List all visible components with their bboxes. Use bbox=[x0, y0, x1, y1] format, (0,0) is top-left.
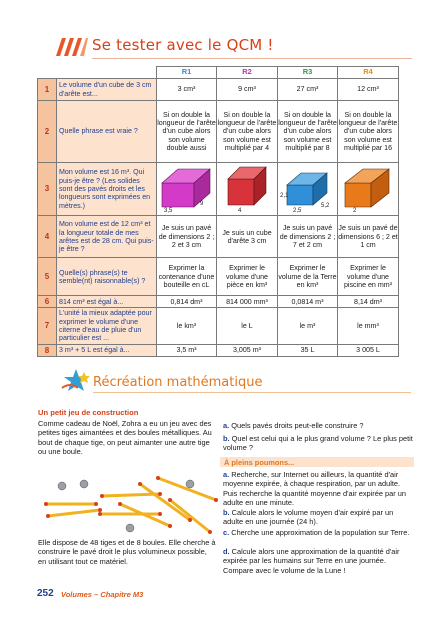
answer-cell: Je suis un pavé de dimensions 2 ; 7 et 2 cm bbox=[278, 216, 338, 258]
qcm-row-6 bbox=[38, 296, 399, 308]
answer-cell: 0,0814 m³ bbox=[278, 296, 338, 308]
construction-intro: Comme cadeau de Noël, Zohra a eu un jeu avec des petites tiges aimantées et des boules métalliques. Au bout de chaque tige, on peut aimanter une autre tige ou une boule. bbox=[38, 419, 212, 457]
recreation-star-icon bbox=[60, 368, 92, 394]
question-number: 1 bbox=[38, 79, 57, 101]
question-b: b. Quel est celui qui a le plus grand volume ? Le plus petit volume ? bbox=[223, 434, 413, 453]
qcm-header-row bbox=[38, 67, 399, 79]
answer-cell bbox=[278, 163, 338, 216]
qcm-row-7 bbox=[38, 308, 399, 344]
question-number: 2 bbox=[38, 101, 57, 163]
cuboid-label: 2,1 bbox=[279, 193, 288, 199]
qcm-row-8 bbox=[38, 344, 399, 356]
answer-cell: Je suis un pavé de dimensions 6 ; 2 et 1 cm bbox=[338, 216, 399, 258]
question-text: L'unité la mieux adaptée pour exprimer le volume d'une citerne d'eau de pluie d'un particulier est ... bbox=[57, 308, 157, 344]
answer-cell: 3 cm³ bbox=[157, 79, 217, 101]
column-header-r2: R2 bbox=[217, 67, 278, 79]
poumons-question-c: c. Cherche une approximation de la population sur Terre. bbox=[223, 528, 410, 537]
answer-cell: Je suis un pavé de dimensions 2 ; 2 et 3 cm bbox=[157, 216, 217, 258]
answer-cell: Je suis un cube d'arête 3 cm bbox=[217, 216, 278, 258]
answer-cell: 12 cm³ bbox=[338, 79, 399, 101]
qcm-row-3 bbox=[38, 163, 399, 216]
page-title: Se tester avec le QCM ! bbox=[92, 36, 274, 54]
answer-cell: 3 005 L bbox=[338, 344, 399, 356]
orange-cuboid-figure bbox=[339, 163, 397, 213]
blue-cuboid-figure bbox=[279, 163, 337, 213]
answer-cell: 8,14 dm³ bbox=[338, 296, 399, 308]
question-text: Quelle phrase est vraie ? bbox=[57, 101, 157, 163]
answer-cell: 0,814 dm³ bbox=[157, 296, 217, 308]
answer-cell bbox=[338, 163, 399, 216]
qcm-row-5 bbox=[38, 258, 399, 296]
answer-cell: 3,005 m³ bbox=[217, 344, 278, 356]
answer-cell: Exprimer le volume d'une piscine en mm³ bbox=[338, 258, 399, 296]
magnetic-sticks-illustration bbox=[40, 470, 220, 534]
answer-cell: 27 cm³ bbox=[278, 79, 338, 101]
question-number: 7 bbox=[38, 308, 57, 344]
answer-cell: le L bbox=[217, 308, 278, 344]
answer-cell: Exprimer la contenance d'une bouteille en cL bbox=[157, 258, 217, 296]
recreation-divider bbox=[93, 392, 411, 393]
recreation-title: Récréation mathématique bbox=[93, 375, 263, 390]
column-header-r1: R1 bbox=[157, 67, 217, 79]
magenta-cuboid-figure bbox=[158, 163, 216, 213]
construction-outro: Elle dispose de 48 tiges et de 8 boules. Elle cherche à construire le pavé droit le plus volumineux possible, en utilisant tout ce matériel. bbox=[38, 538, 216, 566]
cube-label: 4 bbox=[238, 208, 242, 213]
question-number: 8 bbox=[38, 344, 57, 356]
question-text: 814 cm³ est égal à... bbox=[57, 296, 157, 308]
question-text: 3 m³ + 5 L est égal à... bbox=[57, 344, 157, 356]
question-number: 5 bbox=[38, 258, 57, 296]
answer-cell: Si on double la longueur de l'arête d'un cube alors son volume est multiplié par 8 bbox=[278, 101, 338, 163]
qcm-row-1 bbox=[38, 79, 399, 101]
header-divider bbox=[92, 58, 412, 59]
question-text: Le volume d'un cube de 3 cm d'arête est... bbox=[57, 79, 157, 101]
question-number: 4 bbox=[38, 216, 57, 258]
answer-cell: le km³ bbox=[157, 308, 217, 344]
question-number: 6 bbox=[38, 296, 57, 308]
question-text: Mon volume est 16 m³. Qui puis-je être ? (Les solides sont des pavés droits et les longueurs sont exprimées en mètres.) bbox=[57, 163, 157, 216]
cuboid-label: 3,5 bbox=[163, 208, 172, 213]
answer-cell: le m³ bbox=[278, 308, 338, 344]
answer-cell: 9 cm³ bbox=[217, 79, 278, 101]
answer-cell: 814 000 mm³ bbox=[217, 296, 278, 308]
cuboid-label: 2 bbox=[353, 208, 357, 213]
answer-cell: Exprimer le volume de la Terre en km³ bbox=[278, 258, 338, 296]
question-a: a. Quels pavés droits peut-elle construire ? bbox=[223, 421, 364, 430]
poumons-question-b: b. Calcule alors le volume moyen d'air expiré par un adulte en une journée (24 h). bbox=[223, 508, 394, 527]
cuboid-label: 2,5 bbox=[292, 208, 301, 213]
poumons-question-a: a. Recherche, sur Internet ou ailleurs, la quantité d'air moyenne expirée, à chaque respiration, par un adulte. Puis recherche la quantité moyenne d'air expirée par un adulte en une minute. bbox=[223, 470, 407, 508]
poumons-heading: À pleins poumons... bbox=[224, 458, 295, 467]
answer-cell: 3,5 m³ bbox=[157, 344, 217, 356]
column-header-r4: R4 bbox=[338, 67, 399, 79]
page-number: 252 bbox=[37, 588, 54, 599]
qcm-table bbox=[37, 66, 399, 357]
answer-cell: Exprimer le volume d'une pièce en km³ bbox=[217, 258, 278, 296]
construction-subtitle: Un petit jeu de construction bbox=[38, 408, 139, 417]
answer-cell: Si on double la longueur de l'arête d'un cube alors son volume double aussi bbox=[157, 101, 217, 163]
answer-cell bbox=[217, 163, 278, 216]
answer-cell: Si on double la longueur de l'arête d'un cube alors son volume est multiplié par 4 bbox=[217, 101, 278, 163]
header-stripes-icon bbox=[52, 38, 88, 56]
cuboid-label: 9 bbox=[199, 201, 203, 207]
red-cube-figure bbox=[218, 163, 276, 213]
poumons-question-d: d. Calcule alors une approximation de la quantité d'air expirée par les humains sur Terre en une journée. Compare avec le volume de la Lune ! bbox=[223, 547, 400, 575]
answer-cell: Si on double la longueur de l'arête d'un cube alors son volume est multiplié par 16 bbox=[338, 101, 399, 163]
cuboid-label: 5,2 bbox=[320, 203, 329, 209]
answer-cell bbox=[157, 163, 217, 216]
qcm-row-2 bbox=[38, 101, 399, 163]
qcm-row-4 bbox=[38, 216, 399, 258]
question-text: Mon volume est de 12 cm³ et la longueur totale de mes arêtes est de 28 cm. Qui puis-je être ? bbox=[57, 216, 157, 258]
answer-cell: 35 L bbox=[278, 344, 338, 356]
column-header-r3: R3 bbox=[278, 67, 338, 79]
footer-chapter: Volumes – Chapitre M3 bbox=[61, 590, 144, 599]
answer-cell: le mm³ bbox=[338, 308, 399, 344]
question-number: 3 bbox=[38, 163, 57, 216]
question-text: Quelle(s) phrase(s) te semble(nt) raisonnable(s) ? bbox=[57, 258, 157, 296]
